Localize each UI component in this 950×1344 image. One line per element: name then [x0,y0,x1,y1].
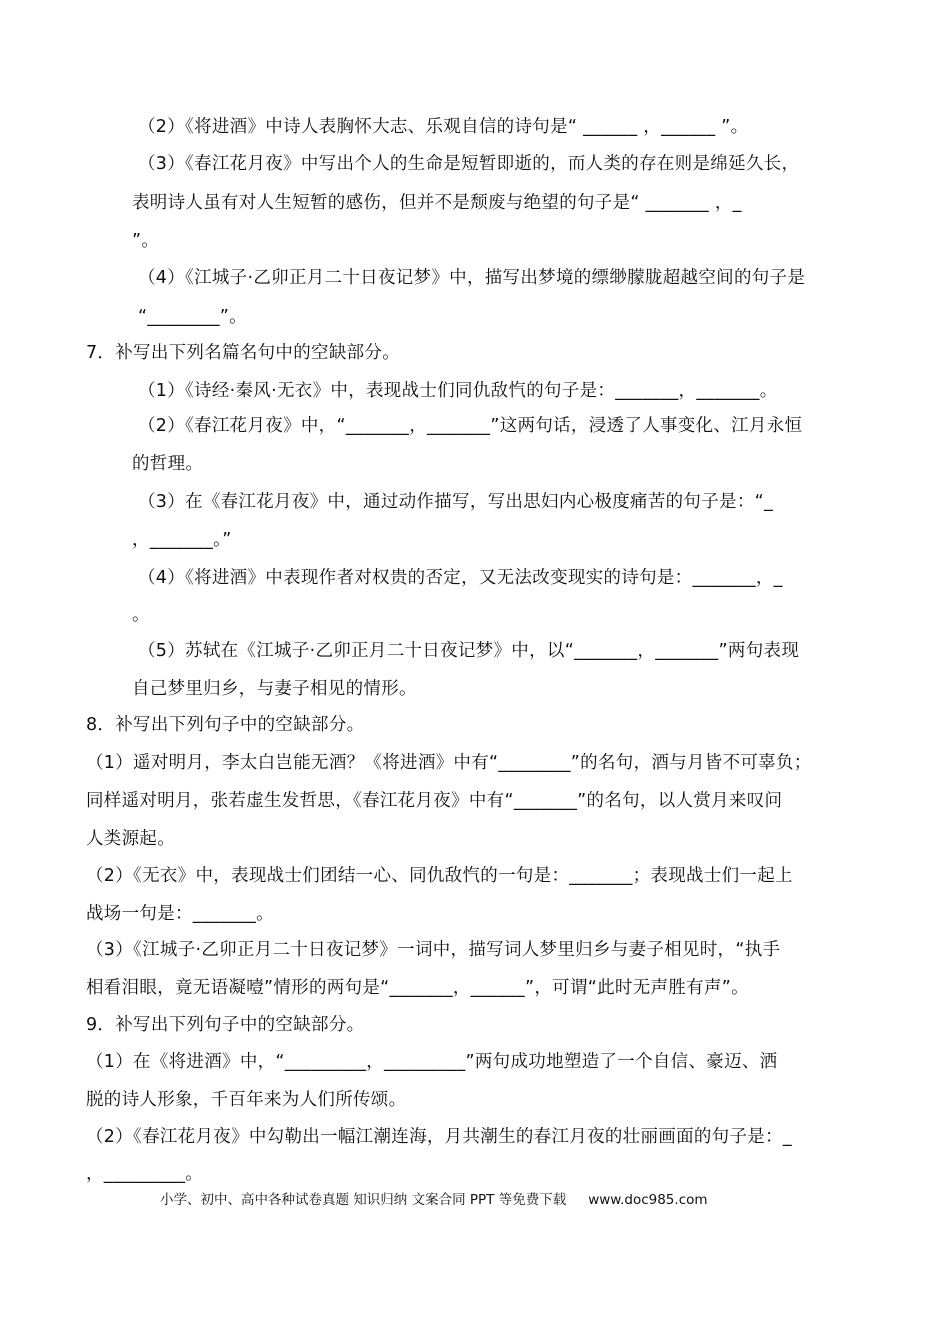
q7-item-5-line-2: 自己梦里归乡，与妻子相见的情形。 [132,679,417,699]
q7-item-2-line-1: （2）《春江花月夜》中，“_______，_______”这两句话，浸透了人事变化、江月永恒 [138,416,803,436]
question-7-heading: 7．补写出下列名篇名句中的空缺部分。 [86,343,401,363]
q8-item-1-line-3: 人类源起。 [86,829,175,849]
footer-url[interactable]: www.doc985.com [588,1192,708,1208]
q8-item-1-line-2: 同样遥对明月，张若虚生发哲思，《春江花月夜》中有“_______”的名句，以人赏月来叹问 [86,791,783,811]
q6-item-3-line-2: 表明诗人虽有对人生短暂的感伤，但并不是颓废与绝望的句子是“ _______ ，_ [132,193,742,213]
q6-item-2-line-1: （2）《将进酒》中诗人表胸怀大志、乐观自信的诗句是“ ______ ，______ ”。 [138,117,749,137]
q8-item-2-line-2: 战场一句是：_______。 [86,904,274,924]
q8-item-2-line-1: （2）《无衣》中，表现战士们团结一心、同仇敌忾的一句是：_______；表现战士们一起上 [86,866,793,886]
q6-item-4-line-1: （4）《江城子·乙卯正月二十日夜记梦》中，描写出梦境的缥缈朦胧超越空间的句子是 [138,268,806,288]
footer-text: 小学、初中、高中各种试卷真题 知识归纳 文案合同 PPT 等免费下载 [160,1192,567,1208]
page-footer [160,1190,708,1210]
question-8-heading: 8．补写出下列句子中的空缺部分。 [86,715,365,735]
q6-item-3-line-1: （3）《春江花月夜》中写出个人的生命是短暂即逝的，而人类的存在则是绵延久长， [138,154,800,174]
q7-item-3-line-2: ，_______。” [132,530,232,550]
q6-item-4-line-2: “________”。 [138,307,247,327]
q7-item-2-line-2: 的哲理。 [132,454,204,474]
q6-item-3-line-3: ”。 [132,231,160,251]
q7-item-3-line-1: （3）在《春江花月夜》中，通过动作描写，写出思妇内心极度痛苦的句子是：“_ [138,492,774,512]
q9-item-1-line-2: 脱的诗人形象，千百年来为人们所传颂。 [86,1090,407,1110]
question-9-heading: 9．补写出下列句子中的空缺部分。 [86,1015,365,1035]
q7-item-1: （1）《诗经·秦风·无衣》中，表现战士们同仇敌忾的句子是：_______，_______。 [138,381,778,401]
q9-item-1-line-1: （1）在《将进酒》中，“_________，_________”两句成功地塑造了一个自信、豪迈、洒 [86,1052,778,1072]
q8-item-3-line-2: 相看泪眼，竟无语凝噎”情形的两句是“_______，______”，可谓“此时无声胜有声”。 [86,978,749,998]
q7-item-5-line-1: （5）苏轼在《江城子·乙卯正月二十日夜记梦》中，以“_______，_______”两句表现 [138,641,800,661]
q9-item-2-line-1: （2）《春江花月夜》中勾勒出一幅江潮连海，月共潮生的春江月夜的壮丽画面的句子是：_ [86,1127,792,1147]
q8-item-3-line-1: （3）《江城子·乙卯正月二十日夜记梦》一词中，描写词人梦里归乡与妻子相见时，“执手 [86,940,781,960]
q7-item-4-line-2: 。 [132,605,150,625]
q7-item-4-line-1: （4）《将进酒》中表现作者对权贵的否定，又无法改变现实的诗句是：_______，_ [138,568,783,588]
q8-item-1-line-1: （1）遥对明月，李太白岂能无酒？《将进酒》中有“________”的名句，酒与月皆不可辜负； [86,753,812,773]
q9-item-2-line-2: ，_________。 [86,1164,204,1184]
